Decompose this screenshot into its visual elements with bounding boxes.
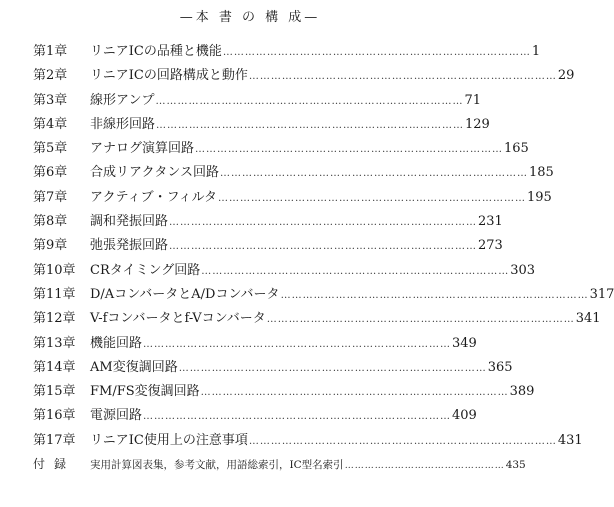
leader-dots: ………………………………………………………………………… xyxy=(201,265,510,277)
chapter-title: 弛張発振回路 xyxy=(90,238,169,254)
chapter-number: 第15章 xyxy=(33,384,76,400)
page-number: 431 xyxy=(557,432,583,448)
leader-dots: ………………………………………………………………………… xyxy=(280,289,589,301)
toc-entry xyxy=(33,259,536,283)
toc-entry xyxy=(33,283,614,307)
page-number: 71 xyxy=(464,92,482,108)
toc-entry xyxy=(33,210,503,234)
page-number: 341 xyxy=(575,311,601,327)
toc-entry xyxy=(33,234,503,258)
leader-dots: ………………………………………………………………………… xyxy=(219,168,528,180)
leader-dots: ………………………………………………………………………… xyxy=(156,119,465,131)
page-number: 29 xyxy=(557,68,575,84)
toc-entry xyxy=(33,404,477,428)
leader-dots: ………………………………………………………………………… xyxy=(169,217,478,229)
chapter-title: リニアIC使用上の注意事項 xyxy=(90,432,248,448)
chapter-number: 第16章 xyxy=(33,408,76,424)
chapter-number: 第6章 xyxy=(33,165,68,181)
chapter-title: AM変復調回路 xyxy=(90,359,178,375)
page-number: 349 xyxy=(452,335,477,351)
page-number: 231 xyxy=(478,214,503,230)
chapter-number: 第13章 xyxy=(33,335,76,351)
table-of-contents xyxy=(33,40,614,479)
chapter-title: リニアICの品種と機能 xyxy=(90,44,222,59)
appendix-label: 付録 xyxy=(33,457,76,472)
chapter-title: FM/FS変復調回路 xyxy=(90,384,200,400)
leader-dots: ………………………………………………………………………… xyxy=(178,362,487,374)
toc-entry xyxy=(33,113,490,137)
chapter-title: 線形アンプ xyxy=(90,92,155,108)
toc-entry xyxy=(33,307,601,331)
chapter-number: 第8章 xyxy=(33,214,68,230)
chapter-title: アナログ演算回路 xyxy=(90,141,195,157)
chapter-number: 第17章 xyxy=(33,432,76,448)
leader-dots: ………………………………………………………………………… xyxy=(222,47,531,58)
page-number: 129 xyxy=(465,116,490,132)
page-number: 409 xyxy=(452,408,477,424)
chapter-title: V-fコンバータとf-Vコンバータ xyxy=(90,311,266,327)
leader-dots: ………………………………………… xyxy=(344,461,505,472)
page-number: 165 xyxy=(504,141,529,157)
chapter-number: 第9章 xyxy=(33,238,68,254)
page-number: 273 xyxy=(478,238,503,254)
chapter-number: 第10章 xyxy=(33,262,76,278)
toc-entry xyxy=(33,89,482,113)
toc-entry xyxy=(33,356,513,380)
contents-title: —本 書 の 構 成— xyxy=(179,10,321,25)
chapter-title: 機能回路 xyxy=(90,335,143,351)
leader-dots: ………………………………………………………………………… xyxy=(143,411,452,423)
chapter-title: 非線形回路 xyxy=(90,116,156,132)
chapter-number: 第12章 xyxy=(33,311,76,327)
toc-appendix xyxy=(33,455,526,479)
toc-entry xyxy=(33,380,535,404)
chapter-number: 第5章 xyxy=(33,141,68,157)
page-number: 317 xyxy=(589,286,614,302)
chapter-number: 第4章 xyxy=(33,116,68,132)
leader-dots: ………………………………………………………………………… xyxy=(248,71,557,83)
page-number: 303 xyxy=(510,262,536,278)
leader-dots: ………………………………………………………………………… xyxy=(218,192,527,204)
leader-dots: ………………………………………………………………………… xyxy=(248,435,557,447)
toc-entry xyxy=(33,161,554,185)
leader-dots: ………………………………………………………………………… xyxy=(266,314,575,326)
page-number: 365 xyxy=(487,359,513,375)
page-number: 195 xyxy=(527,189,552,205)
chapter-number: 第3章 xyxy=(33,92,68,108)
chapter-title: アクティブ・フィルタ xyxy=(90,189,218,205)
toc-entry xyxy=(33,64,575,88)
chapter-number: 第14章 xyxy=(33,359,76,375)
chapter-title: 合成リアクタンス回路 xyxy=(90,165,219,181)
page-number: 389 xyxy=(509,384,535,400)
chapter-title: CRタイミング回路 xyxy=(90,262,201,278)
chapter-title: 電源回路 xyxy=(90,408,143,424)
leader-dots: ………………………………………………………………………… xyxy=(195,144,504,156)
page-number: 1 xyxy=(531,44,541,59)
chapter-title: リニアICの回路構成と動作 xyxy=(90,68,248,84)
chapter-title: D/AコンバータとA/Dコンバータ xyxy=(90,286,280,302)
chapter-number: 第11章 xyxy=(33,286,76,302)
toc-entry xyxy=(33,332,477,356)
page-number: 185 xyxy=(528,165,554,181)
toc-entry xyxy=(33,137,529,161)
chapter-number: 第1章 xyxy=(33,44,68,59)
toc-entry xyxy=(33,40,541,64)
leader-dots: ………………………………………………………………………… xyxy=(143,338,452,350)
leader-dots: ………………………………………………………………………… xyxy=(200,387,509,399)
toc-entry xyxy=(33,429,583,453)
toc-entry xyxy=(33,186,552,210)
leader-dots: ………………………………………………………………………… xyxy=(169,241,478,253)
chapter-number: 第2章 xyxy=(33,68,68,84)
appendix-title: 実用計算図表集，参考文献，用語総索引，IC型名索引 xyxy=(90,459,344,472)
page-number: 435 xyxy=(505,459,526,472)
chapter-number: 第7章 xyxy=(33,189,68,205)
chapter-title: 調和発振回路 xyxy=(90,214,169,230)
leader-dots: ………………………………………………………………………… xyxy=(155,95,464,107)
